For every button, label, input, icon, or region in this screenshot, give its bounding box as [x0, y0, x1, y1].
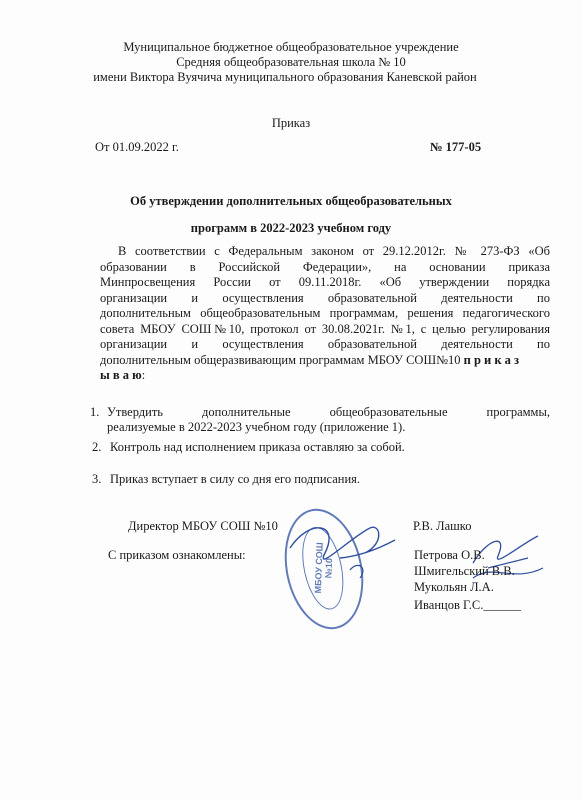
item-text: Утвердить дополнительные общеобразовательные программы,	[107, 405, 550, 419]
body-line: образовании в Российской Федерации», на основании приказа	[100, 259, 550, 274]
body-line: организации и осуществления образовательной деятельности по	[100, 337, 550, 351]
item-number: 2.	[92, 440, 102, 454]
director-name: Р.В. Лашко	[413, 519, 472, 533]
acquainted-name: Петрова О.В.	[414, 548, 485, 562]
acquainted-name: Иванцов Г.С.______	[414, 598, 521, 612]
item-text: реализуемые в 2022-2023 учебном году (приложение 1).	[107, 420, 406, 434]
acquainted-name: Шмигельский В.В.	[414, 564, 515, 578]
org-name-line2: Средняя общеобразовательная школа № 10	[176, 55, 406, 69]
order-subject-line2: программ в 2022-2023 учебном году	[190, 221, 392, 235]
body-line: дополнительным общеобразовательным программам, решения педагогического	[100, 306, 550, 320]
item-number: 1.	[90, 405, 100, 419]
order-body	[100, 244, 550, 384]
order-word-end: ы в а ю	[100, 368, 142, 382]
body-text: дополнительным общеразвивающим программам МБОУ СОШ№10	[100, 352, 464, 367]
order-number: № 177-05	[430, 140, 482, 154]
order-date: От 01.09.2022 г.	[95, 140, 179, 154]
body-line: совета МБОУ СОШ№10, протокол от 30.08.2021г. №1, с целью регулирования	[100, 321, 550, 336]
body-line: организации и осуществления образовательной деятельности по	[100, 290, 550, 305]
director-signature	[280, 498, 400, 588]
body-line: В соответствии с Федеральным законом от 29.12.2012г. № 273-ФЗ «Об	[118, 244, 550, 258]
item-number: 3.	[92, 472, 102, 486]
document-type: Приказ	[271, 116, 311, 130]
stamp-text: МБОУ СОШ №10	[312, 542, 335, 594]
order-subject-line1: Об утверждении дополнительных общеобразовательных	[130, 194, 452, 208]
org-name-line1: Муниципальное бюджетное общеобразовательное учреждение	[123, 40, 459, 54]
item-text: Контроль над исполнением приказа оставляю за собой.	[110, 440, 405, 454]
acquainted-name: Мукольян Л.А.	[414, 580, 494, 594]
acquainted-label: С приказом ознакомлены:	[108, 548, 246, 562]
org-name-line3: имени Виктора Вуячича муниципального образования Каневской район	[93, 70, 477, 84]
item-text: Приказ вступает в силу со дня его подписания.	[110, 472, 361, 486]
order-word: п р и к а з	[463, 352, 520, 367]
body-line-last	[100, 353, 550, 369]
body-line: Минпросвещения России от 09.11.2018г. «Об утверждении порядка	[100, 275, 550, 289]
body-line-final: ы в а ю:	[100, 368, 146, 382]
director-title: Директор МБОУ СОШ №10	[128, 519, 278, 533]
